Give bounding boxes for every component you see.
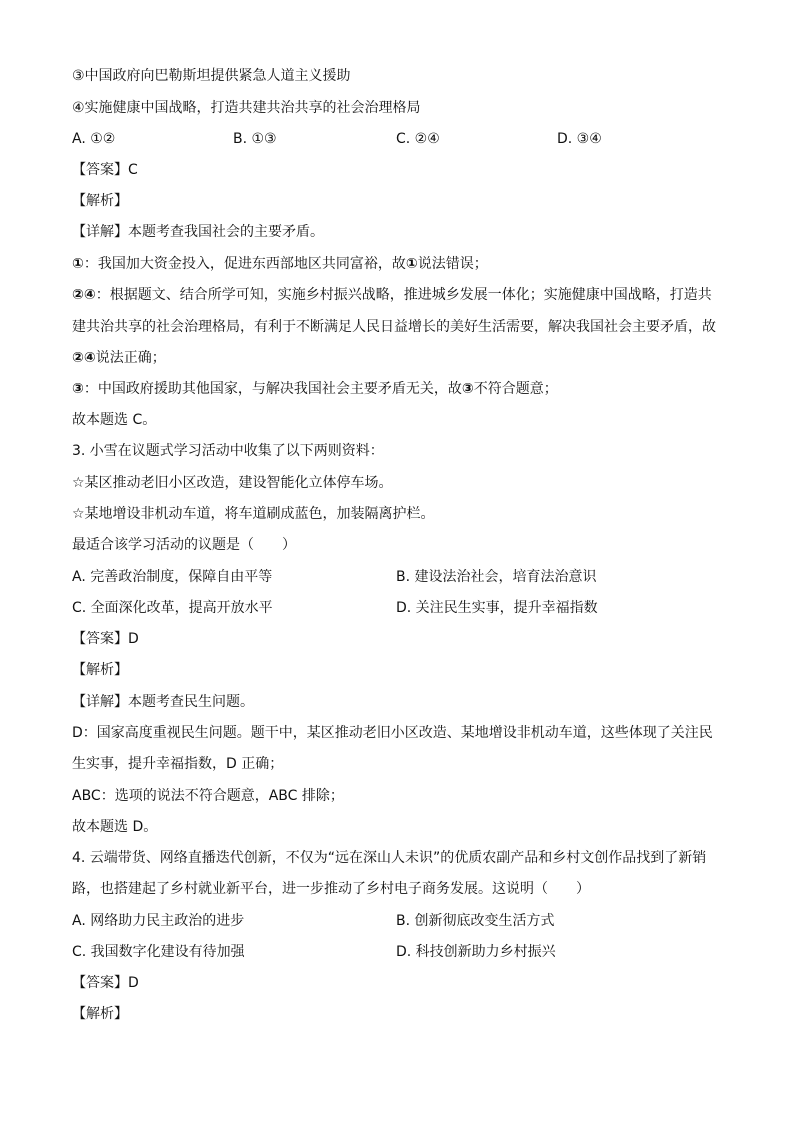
- q2-conclusion: 故本题选 C。: [72, 412, 157, 428]
- q2-detail-line: [72, 222, 324, 242]
- detail-tag: 【详解】: [72, 694, 128, 710]
- q3-option-d: D. 关注民生实事，提升幸福指数: [396, 600, 598, 616]
- q3-point-abc: ABC：选项的说法不符合题意，ABC 排除；: [72, 788, 344, 804]
- detail-intro: 本题考查我国社会的主要矛盾。: [128, 224, 324, 240]
- q3-conclusion: 故本题选 D。: [72, 819, 158, 835]
- answer-value: D: [128, 631, 139, 647]
- point-ref: ③: [461, 381, 474, 397]
- q2-item-4: ④实施健康中国战略，打造共建共治共享的社会治理格局: [72, 100, 421, 116]
- q2-point-1: [72, 254, 488, 274]
- q3-material-2: ☆某地增设非机动车道，将车道刷成蓝色，加装隔离护栏。: [72, 506, 435, 522]
- q3-answer-line: [72, 629, 139, 649]
- point-text: ：我国加大资金投入，促进东西部地区共同富裕，故: [83, 256, 406, 272]
- answer-value: C: [128, 162, 138, 178]
- q4-option-b: B. 创新彻底改变生活方式: [396, 913, 555, 929]
- point-end: 说法正确；: [95, 350, 166, 366]
- q3-point-d-line1: D：国家高度重视民生问题。题干中，某区推动老旧小区改造、某地增设非机动车道，这些体现了关注民: [72, 725, 713, 741]
- q2-item-3: ③中国政府向巴勒斯坦提供紧急人道主义援助: [72, 68, 351, 84]
- q3-option-b: B. 建设法治社会，培育法治意识: [396, 569, 597, 585]
- q2-point-24-line2: 建共治共享的社会治理格局，有利于不断满足人民日益增长的美好生活需要，解决我国社会主要矛盾，故: [72, 319, 716, 335]
- point-text: ：根据题文、结合所学可知，实施乡村振兴战略，推进城乡发展一体化；实施健康中国战略，打造共: [95, 287, 712, 303]
- point-ref: ①: [405, 256, 418, 272]
- q2-option-a: A. ①②: [72, 131, 116, 147]
- answer-value: D: [128, 975, 139, 991]
- point-label: ②④: [72, 287, 96, 303]
- q4-stem-line1: 4. 云端带货、网络直播迭代创新，不仅为“远在深山人未识”的优质农副产品和乡村文创作品找到了新销: [72, 850, 707, 866]
- q4-option-a: A. 网络助力民主政治的进步: [72, 913, 245, 929]
- q3-question: 最适合该学习活动的议题是（ ）: [72, 537, 296, 553]
- answer-tag: 【答案】: [72, 975, 128, 991]
- q4-option-c: C. 我国数字化建设有待加强: [72, 944, 245, 960]
- q3-analysis-tag: 【解析】: [72, 662, 128, 678]
- q4-option-d: D. 科技创新助力乡村振兴: [396, 944, 556, 960]
- q3-detail-line: [72, 692, 254, 712]
- q3-material-1: ☆某区推动老旧小区改造，建设智能化立体停车场。: [72, 475, 393, 491]
- detail-tag: 【详解】: [72, 224, 128, 240]
- point-label: ①: [72, 256, 84, 272]
- q2-point-3: [72, 379, 558, 399]
- q3-point-d-line2: 生实事，提升幸福指数，D 正确；: [72, 756, 284, 772]
- q4-answer-line: [72, 973, 139, 993]
- q3-stem: 3. 小雪在议题式学习活动中收集了以下两则资料：: [72, 443, 384, 459]
- point-ref: ②④: [72, 350, 96, 366]
- q2-point-24-line1: [72, 285, 712, 305]
- q2-answer-line: [72, 160, 138, 180]
- point-text: ：中国政府援助其他国家，与解决我国社会主要矛盾无关，故: [83, 381, 462, 397]
- answer-tag: 【答案】: [72, 631, 128, 647]
- q3-option-a: A. 完善政治制度，保障自由平等: [72, 569, 273, 585]
- q2-analysis-tag: 【解析】: [72, 193, 128, 209]
- point-end: 不符合题意；: [473, 381, 558, 397]
- q2-option-c: C. ②④: [396, 131, 440, 147]
- detail-intro: 本题考查民生问题。: [128, 694, 254, 710]
- point-label: ③: [72, 381, 84, 397]
- q2-option-b: B. ①③: [233, 131, 277, 147]
- answer-tag: 【答案】: [72, 162, 128, 178]
- q4-analysis-tag: 【解析】: [72, 1006, 128, 1022]
- q2-point-24-line3: [72, 348, 166, 368]
- q3-option-c: C. 全面深化改革，提高开放水平: [72, 600, 273, 616]
- q2-option-d: D. ③④: [557, 131, 602, 147]
- point-end: 说法错误；: [417, 256, 488, 272]
- q4-stem-line2: 路，也搭建起了乡村就业新平台，进一步推动了乡村电子商务发展。这说明（ ）: [72, 881, 590, 897]
